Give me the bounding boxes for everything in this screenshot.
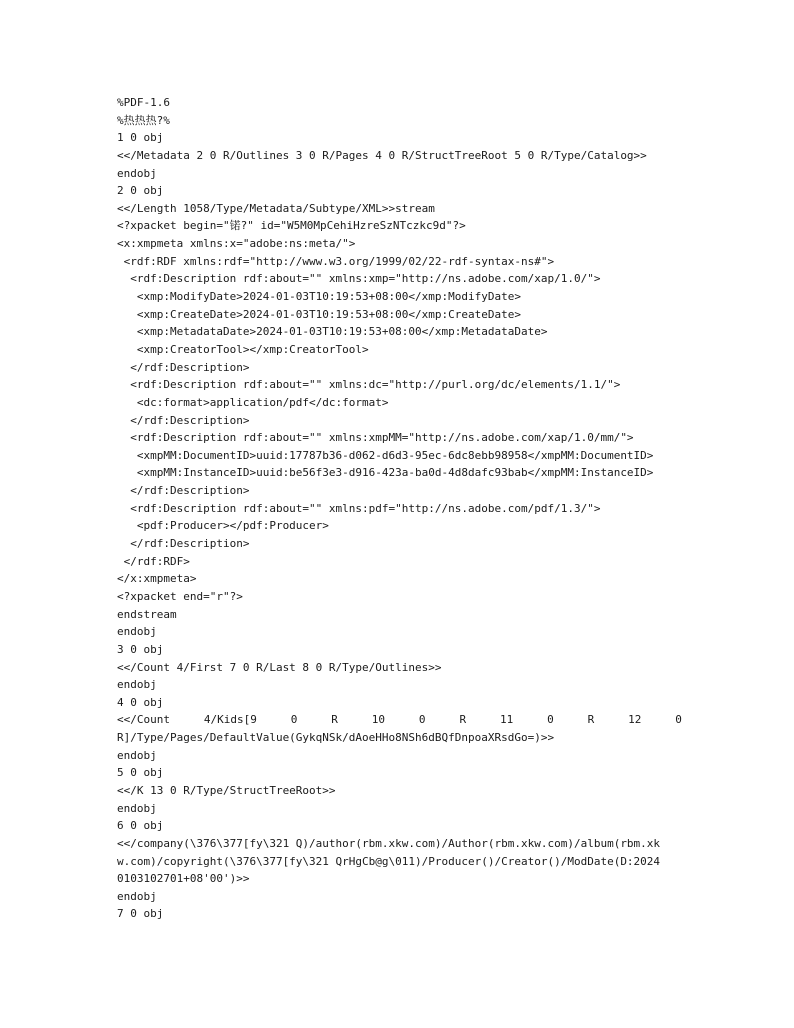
text-line: <xmp:CreatorTool></xmp:CreatorTool> <box>117 342 369 356</box>
kids-token: 4/Kids[9 <box>203 713 257 727</box>
text-line: 2 0 obj <box>117 184 164 198</box>
text-line: <x:xmpmeta xmlns:x="adobe:ns:meta/"> <box>117 237 356 251</box>
text-line: 7 0 obj <box>117 907 164 921</box>
text-line: 3 0 obj <box>117 642 164 656</box>
text-line: <xmpMM:DocumentID>uuid:17787b36-d062-d6d3-95ec-6dc8ebb98958</xmpMM:DocumentID> <box>117 448 654 462</box>
kids-token: 0 <box>675 713 682 727</box>
text-line: <rdf:Description rdf:about="" xmlns:dc="http://purl.org/dc/elements/1.1/"> <box>117 378 621 392</box>
text-line: <rdf:Description rdf:about="" xmlns:xmp="http://ns.adobe.com/xap/1.0/"> <box>117 272 601 286</box>
text-line: 1 0 obj <box>117 131 164 145</box>
kids-token: 0 <box>418 713 426 727</box>
text-line: <xmp:MetadataDate>2024-01-03T10:19:53+08:00</xmp:MetadataDate> <box>117 325 548 339</box>
text-line: </rdf:Description> <box>117 484 250 498</box>
text-line: </rdf:Description> <box>117 360 250 374</box>
pdf-source-text <box>117 94 682 923</box>
kids-token: <</Count <box>117 713 170 727</box>
text-line: 6 0 obj <box>117 819 164 833</box>
text-line: endobj <box>117 748 157 762</box>
text-line: 5 0 obj <box>117 766 164 780</box>
text-line: endobj <box>117 678 157 692</box>
text-line: <</Length 1058/Type/Metadata/Subtype/XML>>stream <box>117 201 435 215</box>
text-line: </rdf:RDF> <box>117 554 190 568</box>
kids-token: 11 <box>499 713 514 727</box>
text-line: <xmpMM:InstanceID>uuid:be56f3e3-d916-423a-ba0d-4d8dafc93bab</xmpMM:InstanceID> <box>117 466 654 480</box>
text-line: %PDF-1.6 <box>117 96 170 109</box>
text-line: endstream <box>117 607 177 621</box>
text-line: endobj <box>117 166 157 180</box>
text-line: <dc:format>application/pdf</dc:format> <box>117 395 389 409</box>
text-line: <xmp:ModifyDate>2024-01-03T10:19:53+08:00</xmp:ModifyDate> <box>117 290 521 304</box>
kids-token: R <box>459 713 467 727</box>
text-line: </x:xmpmeta> <box>117 572 197 586</box>
text-line: <rdf:Description rdf:about="" xmlns:xmpMM="http://ns.adobe.com/xap/1.0/mm/"> <box>117 431 634 445</box>
text-line: </rdf:Description> <box>117 413 250 427</box>
text-line: <xmp:CreateDate>2024-01-03T10:19:53+08:00</xmp:CreateDate> <box>117 307 521 321</box>
text-line: <pdf:Producer></pdf:Producer> <box>117 519 329 533</box>
kids-token: 0 <box>547 713 554 727</box>
text-line: endobj <box>117 889 157 903</box>
text-line: 4 0 obj <box>117 695 164 709</box>
text-line: <</K 13 0 R/Type/StructTreeRoot>> <box>117 783 336 797</box>
text-line: <rdf:RDF xmlns:rdf="http://www.w3.org/1999/02/22-rdf-syntax-ns#"> <box>117 254 555 268</box>
text-line: endobj <box>117 625 157 639</box>
text-line: <</Count 4/First 7 0 R/Last 8 0 R/Type/Outlines>> <box>117 660 442 674</box>
text-line: <</Metadata 2 0 R/Outlines 3 0 R/Pages 4 0 R/StructTreeRoot 5 0 R/Type/Catalog>> <box>117 148 647 162</box>
kids-array-line <box>117 711 682 729</box>
kids-token: 12 <box>628 713 642 727</box>
text-line: endobj <box>117 801 157 815</box>
text-line: %热热热?% <box>117 113 170 127</box>
text-line: R]/Type/Pages/DefaultValue(GykqNSk/dAoeHHo8NSh6dBQfDnpoaXRsdGo=)>> <box>117 731 555 745</box>
kids-token: 0 <box>290 713 298 727</box>
kids-token: R <box>587 713 595 727</box>
text-line: <?xpacket begin="锘?" id="W5M0MpCehiHzreSzNTczkc9d"?> <box>117 219 466 233</box>
text-line: </rdf:Description> <box>117 537 250 551</box>
text-line: <</company(\376\377[fy\321 Q)/author(rbm.xkw.com)/Author(rbm.xkw.com)/album(rbm.xk <box>117 836 661 850</box>
text-line: <?xpacket end="r"?> <box>117 589 243 603</box>
text-line: 0103102701+08'00')>> <box>117 872 250 886</box>
kids-token: R <box>331 713 338 727</box>
text-line: w.com)/copyright(\376\377[fy\321 QrHgCb@g\011)/Producer()/Creator()/ModDate(D:2024 <box>117 854 661 868</box>
kids-token: 10 <box>371 713 386 727</box>
text-line: <rdf:Description rdf:about="" xmlns:pdf="http://ns.adobe.com/pdf/1.3/"> <box>117 501 601 515</box>
